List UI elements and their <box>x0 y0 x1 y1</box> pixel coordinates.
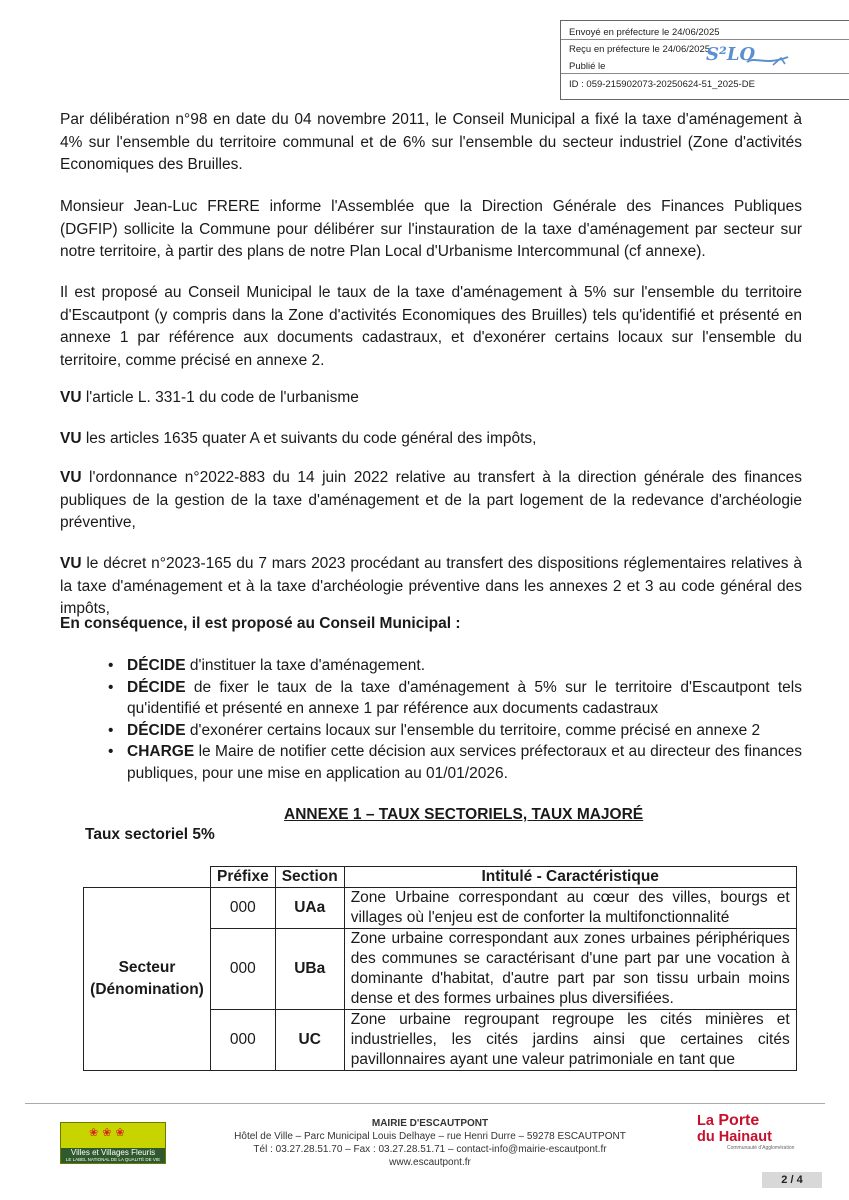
stamp-received: Reçu en préfecture le 24/06/2025 <box>569 44 711 55</box>
vu-articles-1635 <box>60 428 802 451</box>
lph-hainaut: du Hainaut <box>697 1129 772 1145</box>
vu-ordonnance <box>60 467 802 535</box>
vu-label: VU <box>60 389 82 406</box>
cell-section: UBa <box>275 929 344 1010</box>
vu-label: VU <box>60 469 82 486</box>
decision-list <box>108 655 802 784</box>
footer-mairie-name: MAIRIE D'ESCAUTPONT <box>371 1118 489 1129</box>
vvf-subtitle: LE LABEL NATIONAL DE LA QUALITÉ DE VIE <box>65 1157 161 1162</box>
vvf-title: Villes et Villages Fleuris <box>70 1148 156 1157</box>
sector-table <box>83 866 797 1071</box>
vu-label: VU <box>60 430 82 447</box>
la-porte-du-hainaut-logo <box>697 1112 807 1151</box>
slo-logo: S²LO <box>706 44 756 65</box>
footer-phone-email: Tél : 03.27.28.51.70 – Fax : 03.27.28.51.71 – contact-info@mairie-escautpont.fr <box>253 1144 607 1155</box>
vu-text: les articles 1635 quater A et suivants du code général des impôts, <box>81 430 537 447</box>
stamp-id: ID : 059-215902073-20250624-51_2025-DE <box>569 79 755 90</box>
footer-address: Hôtel de Ville – Parc Municipal Louis Delhaye – rue Henri Durre – 59278 ESCAUTPONT <box>234 1131 626 1142</box>
footer-divider <box>25 1103 825 1104</box>
flower-icon: ❀❀❀ <box>89 1127 129 1139</box>
denomination-label: (Dénomination) <box>90 981 204 998</box>
paragraph-proposal: Il est proposé au Conseil Municipal le taux de la taxe d'aménagement à 5% sur l'ensemble du territoire d'Escautpont (y compris dans la Zone d'activités Economiques des Bruilles) tels qu'identifié et présenté en annexe 1 par référence aux documents cadastraux, et d'exonérer certains locaux sur l'ensemble du territoire, comme précisé en annexe 2. <box>60 284 802 369</box>
consequence-heading: En conséquence, il est proposé au Conseil Municipal : <box>60 615 461 632</box>
vu-label: VU <box>60 555 82 572</box>
decision-verb: DÉCIDE <box>127 721 186 739</box>
footer-website: www.escautpont.fr <box>389 1157 471 1168</box>
decision-item: • CHARGE le Maire de notifier cette décision aux services préfectoraux et au directeur des finances publiques, pour une mise en application au 01/01/2026. <box>108 743 802 782</box>
decision-verb: CHARGE <box>127 743 195 760</box>
table-header-row <box>84 867 797 888</box>
annex-title: ANNEXE 1 – TAUX SECTORIELS, TAUX MAJORÉ <box>284 806 644 823</box>
cell-prefixe: 000 <box>211 888 276 929</box>
cell-intitule: Zone Urbaine correspondant au cœur des villes, bourgs et villages où l'enjeu est de conforter la multifonctionnalité <box>344 888 796 929</box>
secteur-label: Secteur <box>118 959 176 976</box>
lph-la: La <box>697 1113 714 1129</box>
cell-section: UC <box>275 1010 344 1071</box>
page-number: 2 / 4 <box>762 1172 822 1188</box>
table-row <box>84 888 797 929</box>
decision-item: • DÉCIDE d'instituer la taxe d'aménagement. <box>108 657 425 674</box>
villes-villages-fleuris-logo <box>60 1122 166 1164</box>
stamp-sent: Envoyé en préfecture le 24/06/2025 <box>569 27 720 38</box>
slo-swoosh-icon <box>745 54 790 68</box>
paragraph-dgfip: Monsieur Jean-Luc FRERE informe l'Assemblée que la Direction Générale des Finances Publiques (DGFIP) sollicite la Commune pour délibérer sur l'instauration de la taxe d'aménagement par secteur sur notre territoire, à partir des plans de notre Plan Local d'Urbanisme Intercommunal (cf annexe). <box>60 198 802 260</box>
footer-contact-block <box>180 1117 680 1169</box>
secteur-cell <box>84 888 211 1071</box>
decision-verb: DÉCIDE <box>127 678 186 696</box>
taux-sectoriel-label: Taux sectoriel 5% <box>85 826 215 843</box>
vu-decret <box>60 553 802 621</box>
cell-intitule: Zone urbaine correspondant aux zones urbaines périphériques des communes se caractérisant d'une part par une vocation à dominante d'habitat, d'autre part par son tissu urbain moins dense et des formes urbaines plus diversifiées. <box>344 929 796 1010</box>
stamp-published: Publié le <box>569 61 606 72</box>
vu-text: l'article L. 331-1 du code de l'urbanisme <box>81 389 359 406</box>
vu-text: le décret n°2023-165 du 7 mars 2023 procédant au transfert des dispositions réglementaires relatives à la taxe d'aménagement et à la taxe d'archéologie préventive dans les annexes 2 et 3 au code général des impôts, <box>60 555 802 617</box>
decision-text: d'instituer la taxe d'aménagement. <box>185 657 425 674</box>
lph-subtitle: Communauté d'Agglomération <box>727 1145 795 1151</box>
paragraph-deliberation-2011: Par délibération n°98 en date du 04 novembre 2011, le Conseil Municipal a fixé la taxe d'aménagement à 4% sur l'ensemble du territoire communal et de 6% sur l'ensemble du secteur industriel (Zone d'activités Economiques des Bruilles. <box>60 111 802 173</box>
cell-section: UAa <box>275 888 344 929</box>
cell-prefixe: 000 <box>211 1010 276 1071</box>
vu-text: l'ordonnance n°2022-883 du 14 juin 2022 relative au transfert à la direction générale des finances publiques de la gestion de la taxe d'aménagement et de la part logement de la redevance d'archéologie préventive, <box>60 469 802 531</box>
vu-article-l331 <box>60 387 802 410</box>
header-intitule: Intitulé - Caractéristique <box>344 867 796 888</box>
cell-intitule: Zone urbaine regroupant regroupe les cités minières et industrielles, les cités jardins ainsi que certaines cités pavillonnaires ayant une valeur patrimoniale en tant que <box>344 1010 796 1071</box>
cell-prefixe: 000 <box>211 929 276 1010</box>
prefecture-stamp <box>560 20 849 100</box>
decision-text: d'exonérer certains locaux sur l'ensemble du territoire, comme précisé en annexe 2 <box>185 721 761 739</box>
decision-text: le Maire de notifier cette décision aux services préfectoraux et au directeur des finances publiques, pour une mise en application au 01/01/2026. <box>127 743 802 782</box>
decision-verb: DÉCIDE <box>127 657 186 674</box>
decision-item: • DÉCIDE d'exonérer certains locaux sur l'ensemble du territoire, comme précisé en annexe 2 <box>108 721 761 739</box>
decision-item: • DÉCIDE de fixer le taux de la taxe d'aménagement à 5% sur le territoire d'Escautpont tels qu'identifié et présenté en annexe 1 par référence aux documents cadastraux <box>108 678 802 717</box>
decision-text: de fixer le taux de la taxe d'aménagement à 5% sur le territoire d'Escautpont tels qu'identifié et présenté en annexe 1 par référence aux documents cadastraux <box>127 678 802 717</box>
header-section: Section <box>275 867 344 888</box>
lph-porte: Porte <box>718 1112 760 1129</box>
header-prefixe: Préfixe <box>211 867 276 888</box>
